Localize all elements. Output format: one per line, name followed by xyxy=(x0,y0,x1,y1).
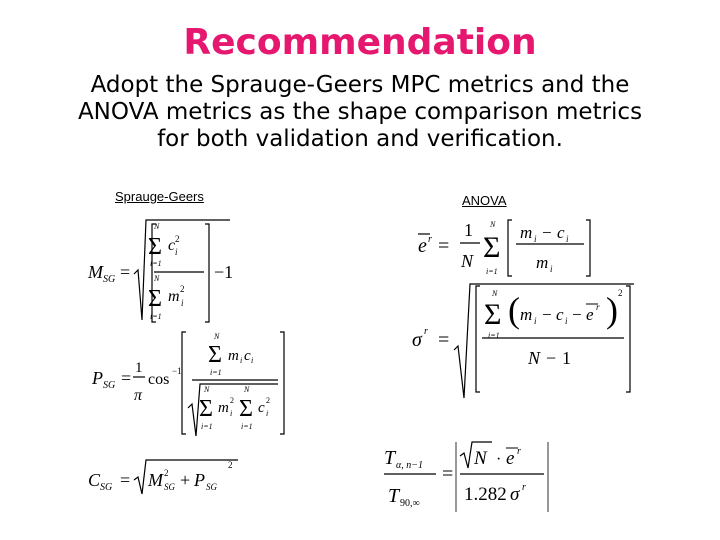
svg-text:C: C xyxy=(88,470,101,490)
svg-text:N: N xyxy=(528,348,541,368)
svg-text:Σ: Σ xyxy=(208,342,222,368)
svg-text:i: i xyxy=(175,247,178,257)
svg-text:r: r xyxy=(428,234,432,245)
svg-text:=: = xyxy=(120,262,131,282)
svg-text:M: M xyxy=(88,262,103,282)
svg-text:i: i xyxy=(566,234,569,244)
comprehensive-formula xyxy=(84,450,244,505)
svg-text:i=1: i=1 xyxy=(486,267,498,276)
svg-text:i=1: i=1 xyxy=(488,331,500,340)
svg-text:N: N xyxy=(204,385,210,394)
svg-text:2: 2 xyxy=(618,288,623,298)
svg-text:SG: SG xyxy=(103,380,116,391)
svg-text:i: i xyxy=(565,316,568,326)
svg-text:Σ: Σ xyxy=(199,396,213,422)
svg-text:i=1: i=1 xyxy=(210,368,222,377)
svg-text:i=1: i=1 xyxy=(201,422,213,431)
svg-text:1: 1 xyxy=(135,360,143,376)
svg-text:−: − xyxy=(546,348,557,368)
svg-text:r: r xyxy=(596,302,600,312)
body-line-1: Adopt the Sprauge-Geers MPC metrics and the xyxy=(90,72,630,98)
svg-text:=: = xyxy=(442,463,454,485)
svg-text:i=1: i=1 xyxy=(150,312,162,321)
svg-text:2: 2 xyxy=(164,468,169,478)
svg-text:c: c xyxy=(258,400,265,416)
svg-text:SG: SG xyxy=(100,482,113,493)
page-title: Recommendation xyxy=(183,22,537,63)
svg-text:−1: −1 xyxy=(214,262,234,282)
svg-text:1: 1 xyxy=(562,348,571,368)
svg-text:N: N xyxy=(492,289,498,298)
svg-text:SG: SG xyxy=(103,274,116,285)
svg-text:Σ: Σ xyxy=(484,298,502,331)
svg-text:i=1: i=1 xyxy=(241,422,253,431)
mean-residual-formula xyxy=(412,212,596,287)
svg-text:T: T xyxy=(388,485,400,507)
svg-text:Σ: Σ xyxy=(239,396,253,422)
svg-text:c: c xyxy=(244,348,251,364)
svg-text:m: m xyxy=(520,305,533,324)
svg-text:N: N xyxy=(154,222,160,231)
svg-text:i: i xyxy=(550,264,553,274)
svg-text:N: N xyxy=(490,220,496,229)
svg-text:i: i xyxy=(181,298,184,308)
svg-text:−: − xyxy=(542,305,552,324)
svg-text:Σ: Σ xyxy=(148,286,162,312)
svg-text:2: 2 xyxy=(180,284,185,294)
std-deviation-formula xyxy=(408,280,640,405)
svg-text:2: 2 xyxy=(266,396,270,405)
svg-text:N: N xyxy=(474,448,487,469)
svg-text:i: i xyxy=(266,409,269,418)
svg-text:N: N xyxy=(244,385,250,394)
svg-text:σ: σ xyxy=(412,329,422,351)
svg-text:N: N xyxy=(214,332,220,341)
svg-text:1: 1 xyxy=(464,220,473,240)
svg-text:e: e xyxy=(506,448,515,469)
svg-text:(: ( xyxy=(508,290,520,330)
svg-text:e: e xyxy=(586,305,594,324)
svg-text:r: r xyxy=(522,482,526,493)
svg-text:=: = xyxy=(438,235,450,257)
svg-text:r: r xyxy=(517,446,521,457)
svg-text:P: P xyxy=(194,470,205,490)
svg-text:=: = xyxy=(120,470,131,490)
svg-text:i=1: i=1 xyxy=(150,259,162,268)
svg-text:σ: σ xyxy=(510,484,520,505)
t-statistic-formula xyxy=(380,438,556,519)
svg-text:c: c xyxy=(168,237,176,254)
body-line-3: for both validation and verification. xyxy=(157,126,563,152)
svg-text:2: 2 xyxy=(230,396,234,405)
svg-text:90,∞: 90,∞ xyxy=(400,498,420,509)
svg-text:2: 2 xyxy=(175,234,180,244)
svg-text:−: − xyxy=(572,305,582,324)
svg-text:T: T xyxy=(384,447,396,469)
svg-text:α, n−1: α, n−1 xyxy=(396,460,423,471)
svg-text:N: N xyxy=(461,251,474,271)
svg-text:m: m xyxy=(520,223,533,242)
svg-text:i: i xyxy=(251,356,254,365)
svg-text:Σ: Σ xyxy=(483,231,501,264)
svg-text:m: m xyxy=(168,288,180,305)
svg-text:−1: −1 xyxy=(172,366,182,376)
magnitude-formula xyxy=(84,218,234,335)
svg-text:=: = xyxy=(438,329,450,351)
svg-text:P: P xyxy=(92,368,103,388)
svg-text:N: N xyxy=(154,274,160,283)
svg-text:2: 2 xyxy=(228,460,233,470)
svg-text:i: i xyxy=(240,356,243,365)
body-line-2: ANOVA metrics as the shape comparison metrics xyxy=(77,99,643,125)
svg-text:cos: cos xyxy=(148,371,170,388)
svg-text:m: m xyxy=(536,253,549,272)
svg-text:−: − xyxy=(542,223,552,242)
svg-text:+: + xyxy=(180,470,191,490)
svg-text:SG: SG xyxy=(206,482,217,492)
sprauge-geers-label: Sprauge-Geers xyxy=(115,189,204,204)
phase-formula xyxy=(88,328,290,445)
svg-text:i: i xyxy=(230,409,233,418)
svg-text:): ) xyxy=(606,290,618,330)
svg-text:m: m xyxy=(218,400,229,416)
svg-text:·: · xyxy=(496,451,502,468)
svg-text:=: = xyxy=(121,368,132,388)
svg-text:r: r xyxy=(424,326,428,337)
svg-text:M: M xyxy=(148,470,163,490)
svg-text:c: c xyxy=(556,305,564,324)
body-paragraph xyxy=(40,72,680,153)
svg-text:π: π xyxy=(134,387,143,404)
svg-text:i: i xyxy=(534,316,537,326)
svg-text:c: c xyxy=(557,223,565,242)
svg-text:i: i xyxy=(534,234,537,244)
svg-text:1.282: 1.282 xyxy=(464,484,507,505)
svg-text:e: e xyxy=(418,235,427,257)
svg-text:SG: SG xyxy=(164,482,175,492)
anova-label: ANOVA xyxy=(462,193,507,208)
svg-text:m: m xyxy=(228,348,239,364)
svg-text:Σ: Σ xyxy=(148,234,162,260)
